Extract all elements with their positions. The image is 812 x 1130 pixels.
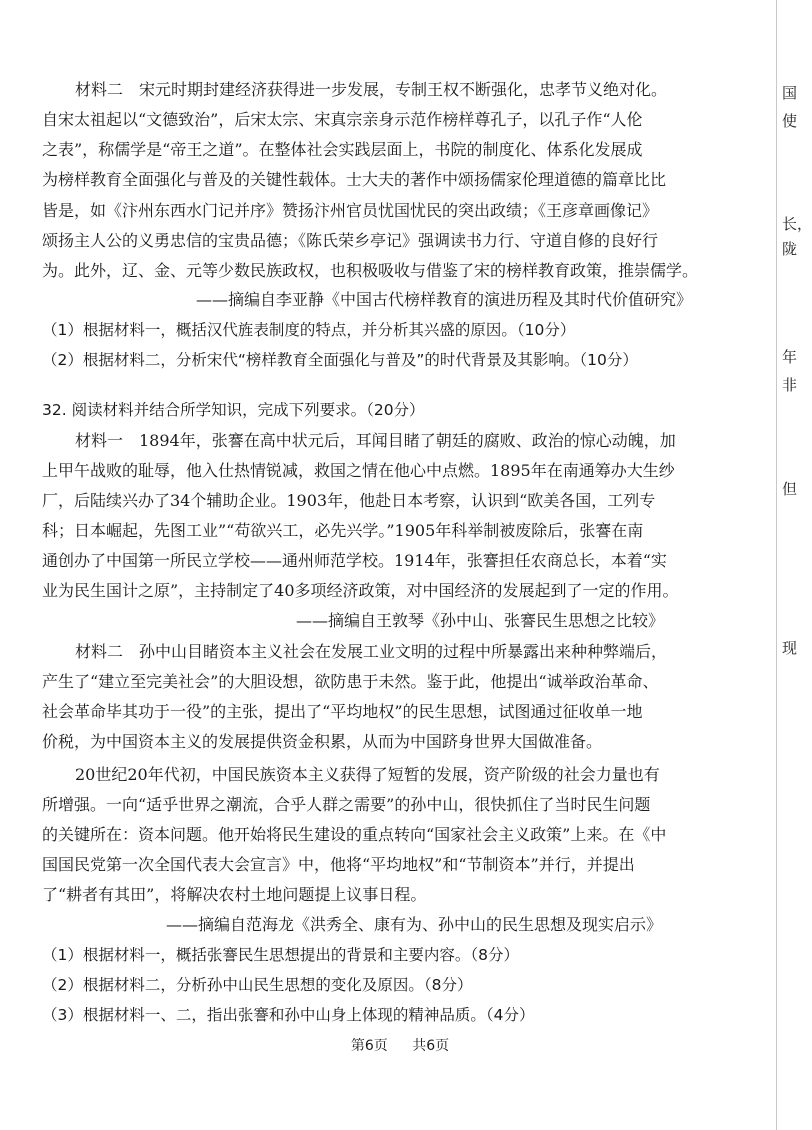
q32-m2b-line: 20世纪20年代初，中国民族资本主义获得了短暂的发展，资产阶级的社会力量也有 [75, 765, 660, 784]
page-edge-divider [776, 0, 777, 1130]
page-number: 第6页 [350, 1038, 388, 1054]
s1-para-line: 颂扬主人公的义勇忠信的宝贵品德；《陈氏荣乡亭记》强调读书力行、守道自修的良好行 [42, 231, 659, 250]
q32-m2b-line: 了“耕者有其田”，将解决农村土地问题提上议事日程。 [42, 885, 427, 904]
q32-m1-line: 上甲午战败的耻辱，他入仕热情锐减，救国之情在他心中点燃。1895年在南通筹办大生纱 [42, 461, 675, 480]
q32-title: 32. 阅读材料并结合所学知识，完成下列要求。（20分） [42, 401, 425, 419]
edge-char: 陇 [782, 240, 798, 258]
s1-source: ——摘编自李亚静《中国古代榜样教育的演进历程及其时代价值研究》 [196, 290, 693, 309]
edge-char: 长， [782, 215, 812, 233]
edge-char: 年 [782, 348, 798, 366]
s1-para-line: 自宋太祖起以“文德致治”，后宋太宗、宋真宗亲身示范作榜样尊孔子，以孔子作“人伦 [42, 110, 643, 129]
q32-question-2: （2）根据材料二，分析孙中山民生思想的变化及原因。（8分） [42, 976, 473, 994]
edge-char: 现 [782, 639, 798, 657]
q32-m2b-line: 国国民党第一次全国代表大会宣言》中，他将“平均地权”和“节制资本”并行，并提出 [42, 855, 635, 874]
q32-m2-line: 产生了“建立至完美社会”的大胆设想，欲防患于未然。鉴于此，他提出“诚举政治革命、 [42, 672, 659, 691]
q32-question-1: （1）根据材料一，概括张謇民生思想提出的背景和主要内容。（8分） [42, 946, 519, 964]
s1-para-line: 之表”，称儒学是“帝王之道”。在整体社会实践层面上，书院的制度化、体系化发展成 [42, 140, 643, 159]
s1-question-1: （1）根据材料一，概括汉代旌表制度的特点，并分析其兴盛的原因。（10分） [42, 321, 576, 339]
q32-m1-line: 科；日本崛起，先图工业”“苟欲兴工，必先兴学。”1905年科举制被废除后，张謇在南 [42, 521, 644, 540]
q32-m2b-line: 所增强。一向“适乎世界之潮流，合乎人群之需要”的孙中山，很快抓住了当时民生问题 [42, 795, 651, 814]
q32-m1-line: 厂，后陆续兴办了34个辅助企业。1903年，他赴日本考察，认识到“欧美各国，工列专 [42, 491, 656, 510]
q32-m2-line: 价税，为中国资本主义的发展提供资金积累，从而为中国跻身世界大国做准备。 [42, 732, 603, 751]
q32-m1-source: ——摘编自王敦琴《孙中山、张謇民生思想之比较》 [296, 611, 665, 630]
edge-char: 国 [782, 84, 798, 102]
q32-m2b-line: 的关键所在：资本问题。他开始将民生建设的重点转向“国家社会主义政策”上来。在《中 [42, 825, 667, 844]
s1-para-line: 为榜样教育全面强化与普及的关键性载体。士大夫的著作中颂扬儒家伦理道德的篇章比比 [42, 170, 667, 189]
s1-question-2: （2）根据材料二，分析宋代“榜样教育全面强化与普及”的时代背景及其影响。（10分） [42, 351, 638, 369]
q32-m1-line: 通创办了中国第一所民立学校——通州师范学校。1914年，张謇担任农商总长，本着“实 [42, 551, 667, 570]
edge-char: 使 [782, 112, 798, 130]
page-total: 共6页 [412, 1038, 450, 1054]
s1-para-line: 为。此外，辽、金、元等少数民族政权，也积极吸收与借鉴了宋的榜样教育政策，推崇儒学。 [42, 261, 699, 280]
edge-char: 非 [782, 376, 798, 394]
q32-m2-line: 材料二 孙中山目睹资本主义社会在发展工业文明的过程中所暴露出来种种弊端后， [75, 642, 668, 661]
page-footer [0, 1035, 800, 1055]
s1-para-line: 皆是，如《汴州东西水门记并序》赞扬汴州官员忧国忧民的突出政绩；《王彦章画像记》 [42, 201, 659, 220]
q32-m2-source: ——摘编自范海龙《洪秀全、康有为、孙中山的民生思想及现实启示》 [166, 915, 663, 934]
s1-para-line: 材料二 宋元时期封建经济获得进一步发展，专制王权不断强化，忠孝节义绝对化。 [75, 80, 668, 99]
q32-m1-line: 业为民生国计之原”，主持制定了40多项经济政策，对中国经济的发展起到了一定的作用。 [42, 581, 679, 600]
q32-question-3: （3）根据材料一、二，指出张謇和孙中山身上体现的精神品质。（4分） [42, 1006, 535, 1024]
q32-m2-line: 社会革命毕其功于一役”的主张，提出了“平均地权”的民生思想，试图通过征收单一地 [42, 702, 643, 721]
edge-char: 但 [782, 480, 798, 498]
q32-m1-line: 材料一 1894年，张謇在高中状元后，耳闻目睹了朝廷的腐败、政治的惊心动魄，加 [75, 431, 676, 450]
